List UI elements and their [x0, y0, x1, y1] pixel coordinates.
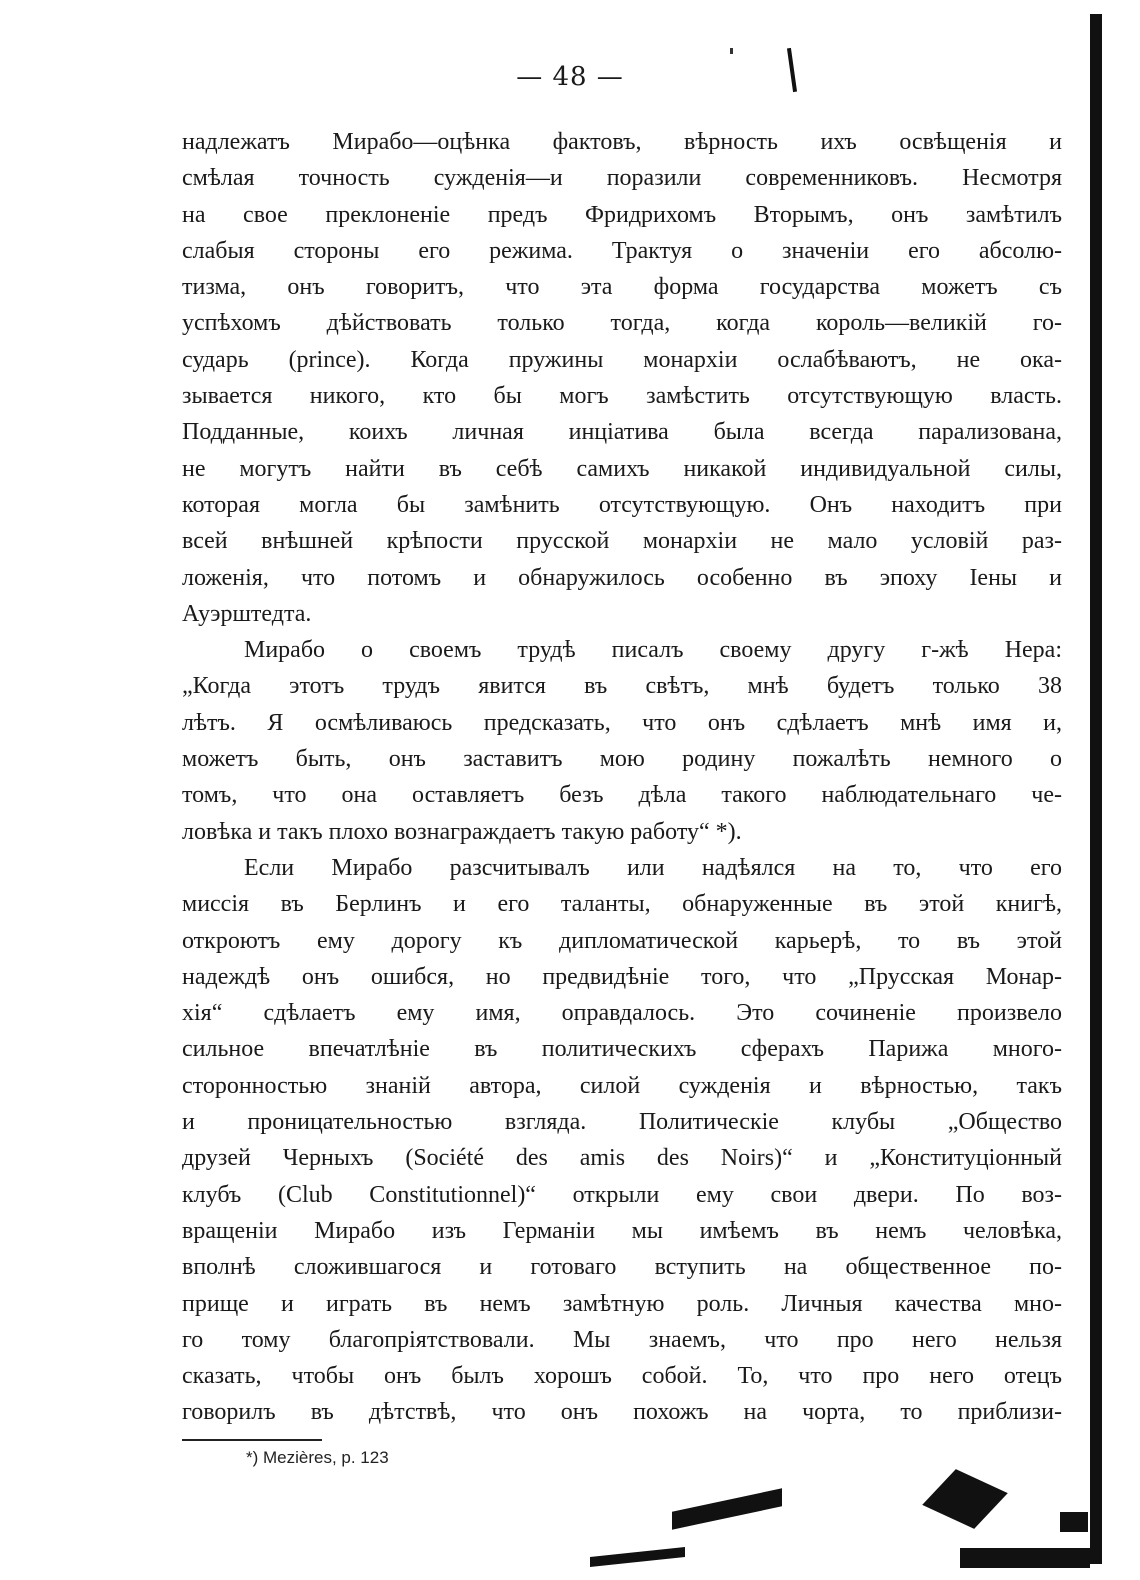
paragraph-2 [182, 632, 1062, 850]
text-line: томъ, что она оставляетъ безъ дѣла такого наблюдательнаго че- [182, 782, 1062, 809]
scan-smudge [1060, 1512, 1088, 1532]
text-line: и проницательностью взгляда. Политическіе клубы „Общество [182, 1109, 1062, 1136]
text-line: лѣтъ. Я осмѣливаюсь предсказать, что онъ сдѣлаетъ мнѣ имя и, [182, 709, 1062, 736]
text-line: Мирабо о своемъ трудѣ писалъ своему другу г-жѣ Нера: [244, 637, 1062, 664]
text-line: на свое преклоненіе предъ Фридрихомъ Вторымъ, онъ замѣтилъ [182, 201, 1062, 228]
body-text [182, 124, 1062, 1431]
paragraph-3 [182, 850, 1062, 1431]
text-line: можетъ быть, онъ заставитъ мою родину пожалѣть немного о [182, 746, 1062, 773]
text-line: прище и играть въ немъ замѣтную роль. Личныя качества мно- [182, 1290, 1062, 1317]
text-line: го тому благопріятствовали. Мы знаемъ, что про него нельзя [182, 1326, 1062, 1353]
text-line: Если Мирабо разсчитывалъ или надѣялся на то, что его [244, 854, 1062, 881]
scan-smudge [590, 1547, 685, 1567]
text-line: откроютъ ему дорогу къ дипломатической карьерѣ, то въ этой [182, 927, 1062, 954]
text-line: друзей Черныхъ (Société des amis des Noirs)“ и „Конституціонный [182, 1145, 1062, 1172]
text-line: миссія въ Берлинъ и его таланты, обнаруженные въ этой книгѣ, [182, 891, 1062, 918]
text-line: хія“ сдѣлаетъ ему имя, оправдалось. Это сочиненіе произвело [182, 1000, 1062, 1027]
text-line: говорилъ въ дѣтствѣ, что онъ похожъ на чорта, то приблизи- [182, 1399, 1062, 1426]
text-line: успѣхомъ дѣйствовать только тогда, когда король—великій го- [182, 310, 1062, 337]
text-line: сторонностью знаній автора, силой сужденія и вѣрностью, такъ [182, 1072, 1062, 1099]
text-line: сударь (prince). Когда пружины монархіи ослабѣваютъ, не ока- [182, 346, 1062, 373]
text-line: надлежатъ Мирабо—оцѣнка фактовъ, вѣрность ихъ освѣщенія и [182, 129, 1062, 155]
text-line: клубъ (Club Constitutionnel)“ открыли ему свои двери. По воз- [182, 1181, 1062, 1208]
text-line: Подданные, коихъ личная инціатива была всегда парализована, [182, 419, 1062, 446]
text-line: Ауэрштедта. [182, 600, 312, 627]
text-line: зывается никого, кто бы могъ замѣстить отсутствующую власть. [182, 383, 1062, 410]
text-line: не могутъ найти въ себѣ самихъ никакой индивидуальной силы, [182, 455, 1062, 482]
page-edge-shadow [1090, 14, 1102, 1564]
paragraph-1 [182, 124, 1062, 632]
text-line: вполнѣ сложившагося и готоваго вступить на общественное по- [182, 1254, 1062, 1281]
text-line: слабыя стороны его режима. Трактуя о значеніи его абсолю- [182, 237, 1062, 264]
text-line: надеждѣ онъ ошибся, но предвидѣніе того, что „Прусская Монар- [182, 963, 1062, 990]
text-line: всей внѣшней крѣпости прусской монархіи не мало условій раз- [182, 528, 1062, 555]
ink-dot [730, 48, 733, 54]
text-line: сказать, чтобы онъ былъ хорошъ собой. То, что про него отецъ [182, 1363, 1062, 1390]
footnote: *) Mezières, p. 123 [246, 1448, 389, 1467]
text-line: вращеніи Мирабо изъ Германіи мы имѣемъ въ немъ человѣка, [182, 1217, 1062, 1244]
text-line: которая могла бы замѣнить отсутствующую. Онъ находитъ при [182, 491, 1062, 518]
scan-smudge [960, 1548, 1090, 1568]
scan-smudge [672, 1488, 782, 1529]
footnote-rule [182, 1439, 322, 1441]
text-line: тизма, онъ говоритъ, что эта форма государства можетъ съ [182, 274, 1062, 301]
text-line: ловѣка и такъ плохо вознаграждаетъ такую работу“ *). [182, 818, 742, 845]
page-number: — 48 — [516, 62, 624, 92]
text-line: смѣлая точность сужденія—и поразили современниковъ. Несмотря [182, 165, 1062, 192]
text-line: ложенія, что потомъ и обнаружилось особенно въ эпоху Іены и [182, 564, 1062, 591]
text-line: сильное впечатлѣніе въ политическихъ сферахъ Парижа много- [182, 1036, 1062, 1063]
scan-smudge [922, 1469, 1008, 1529]
text-line: „Когда этотъ трудъ явится въ свѣтъ, мнѣ будетъ только 38 [182, 673, 1062, 700]
